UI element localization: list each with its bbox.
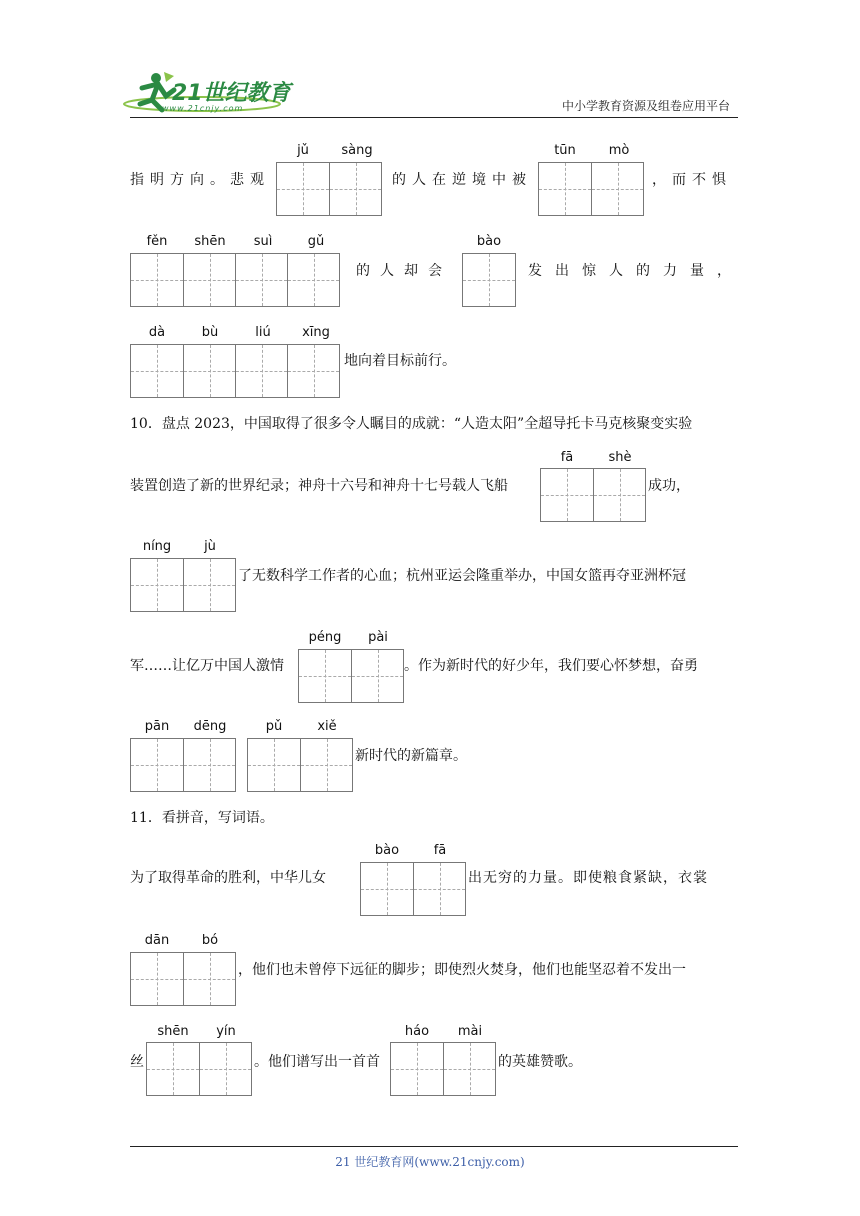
pinyin: pǔ <box>265 719 283 734</box>
writing-grid-dabuliuxing[interactable] <box>130 344 340 398</box>
pinyin: bó <box>201 933 219 948</box>
grid-cell[interactable] <box>391 1043 443 1095</box>
pinyin: pān <box>144 719 170 734</box>
pinyin: shēn <box>194 234 226 249</box>
pinyin: tūn <box>554 143 576 158</box>
pinyin: sàng <box>341 143 373 158</box>
pinyin: fā <box>560 450 574 465</box>
q10-text-4: 了无数科学工作者的心血；杭州亚运会隆重举办，中国女篮再夺亚洲杯冠 <box>238 568 686 584</box>
pinyin: fā <box>433 843 447 858</box>
pinyin: dà <box>148 325 166 340</box>
pinyin: liú <box>255 325 271 340</box>
grid-cell[interactable] <box>300 739 352 791</box>
grid-cell[interactable] <box>443 1043 495 1095</box>
grid-cell[interactable] <box>299 650 351 702</box>
pinyin: dān <box>144 933 170 948</box>
pinyin: jù <box>204 539 216 554</box>
grid-cell[interactable] <box>183 254 235 306</box>
writing-grid-haomai[interactable] <box>390 1042 496 1096</box>
grid-cell[interactable] <box>131 345 183 397</box>
pinyin: xīng <box>302 325 330 340</box>
writing-grid-tunmo[interactable] <box>538 162 644 216</box>
grid-cell[interactable] <box>183 953 235 1005</box>
pinyin: péng <box>308 630 342 645</box>
pinyin: bào <box>476 234 502 249</box>
writing-grid-danbo[interactable] <box>130 952 236 1006</box>
writing-grid-fenshensuigu[interactable] <box>130 253 340 307</box>
q11-text-2: 出无穷的力量。即使粮食紧缺，衣裳 <box>468 870 708 886</box>
writing-grid-jusang[interactable] <box>276 162 382 216</box>
p9-text-3: ，而不惧 <box>652 172 732 188</box>
grid-cell[interactable] <box>131 559 183 611</box>
grid-cell[interactable] <box>235 254 287 306</box>
pinyin: shēn <box>157 1024 189 1039</box>
grid-cell[interactable] <box>183 559 235 611</box>
grid-cell[interactable] <box>351 650 403 702</box>
grid-cell[interactable] <box>361 863 413 915</box>
grid-cell[interactable] <box>593 469 645 521</box>
q10-text-3: 成功， <box>648 478 690 494</box>
grid-cell[interactable] <box>287 254 339 306</box>
grid-cell[interactable] <box>413 863 465 915</box>
writing-grid-pandeng[interactable] <box>130 738 236 792</box>
pinyin: mài <box>457 1024 483 1039</box>
p9-text-1: 指明方向。悲观 <box>130 172 270 188</box>
pinyin: suì <box>253 234 273 249</box>
grid-cell[interactable] <box>235 345 287 397</box>
q10-text-1: 10．盘点 2023，中国取得了很多令人瞩目的成就：“人造太阳”全超导托卡马克核聚变实验 <box>130 416 693 432</box>
q10-text-6: 。作为新时代的好少年，我们要心怀梦想，奋勇 <box>404 658 698 674</box>
p9-text-4: 的人却会 <box>356 263 452 279</box>
q11-text-1: 为了取得革命的胜利，中华儿女 <box>130 870 326 886</box>
grid-cell[interactable] <box>248 739 300 791</box>
pinyin: háo <box>404 1024 430 1039</box>
writing-grid-ningju[interactable] <box>130 558 236 612</box>
grid-cell[interactable] <box>329 163 381 215</box>
p9-text-5: 发出惊人的力量， <box>528 263 744 279</box>
grid-cell[interactable] <box>147 1043 199 1095</box>
q11-text-4: 丝 <box>130 1054 144 1070</box>
pinyin: bào <box>374 843 400 858</box>
grid-cell[interactable] <box>591 163 643 215</box>
brand-name: 21世纪教育 <box>172 81 291 106</box>
pinyin: jǔ <box>297 143 309 158</box>
brand-url: www.21cnjy.com <box>162 104 244 113</box>
pinyin: dēng <box>193 719 227 734</box>
pinyin: shè <box>608 450 632 465</box>
footer-divider <box>130 1146 738 1147</box>
grid-cell[interactable] <box>199 1043 251 1095</box>
pinyin: xiě <box>317 719 337 734</box>
pinyin: gǔ <box>307 234 325 249</box>
grid-cell[interactable] <box>463 254 515 306</box>
pinyin: bù <box>201 325 219 340</box>
q10-text-5: 军……让亿万中国人激情 <box>130 658 284 674</box>
writing-grid-puxie[interactable] <box>247 738 353 792</box>
grid-cell[interactable] <box>131 739 183 791</box>
writing-grid-bao[interactable] <box>462 253 516 307</box>
q11-text-5: 。他们谱写出一首首 <box>254 1054 380 1070</box>
grid-cell[interactable] <box>539 163 591 215</box>
writing-grid-pengpai[interactable] <box>298 649 404 703</box>
q11-text-3: ，他们也未曾停下远征的脚步；即使烈火焚身，他们也能坚忍着不发出一 <box>238 962 686 978</box>
q11-text-6: 的英雄赞歌。 <box>498 1054 582 1070</box>
writing-grid-fashe[interactable] <box>540 468 646 522</box>
grid-cell[interactable] <box>131 953 183 1005</box>
q11-title: 11．看拼音，写词语。 <box>130 810 274 826</box>
pinyin: mò <box>608 143 630 158</box>
grid-cell[interactable] <box>183 739 235 791</box>
q10-text-2: 装置创造了新的世界纪录；神舟十六号和神舟十七号载人飞船 <box>130 478 508 494</box>
pinyin: yín <box>216 1024 236 1039</box>
grid-cell[interactable] <box>131 254 183 306</box>
p9-text-6: 地向着目标前行。 <box>344 353 456 369</box>
writing-grid-baofa[interactable] <box>360 862 466 916</box>
footer-link[interactable]: 21 世纪教育网(www.21cnjy.com) <box>335 1155 525 1169</box>
pinyin: fěn <box>146 234 168 249</box>
q10-text-7: 新时代的新篇章。 <box>355 748 467 764</box>
p9-text-2: 的人在逆境中被 <box>392 172 532 188</box>
writing-grid-shenyin[interactable] <box>146 1042 252 1096</box>
header-divider <box>130 117 738 118</box>
grid-cell[interactable] <box>541 469 593 521</box>
pinyin: pài <box>368 630 388 645</box>
grid-cell[interactable] <box>277 163 329 215</box>
pinyin: níng <box>142 539 172 554</box>
grid-cell[interactable] <box>183 345 235 397</box>
grid-cell[interactable] <box>287 345 339 397</box>
platform-name: 中小学教育资源及组卷应用平台 <box>561 99 730 113</box>
